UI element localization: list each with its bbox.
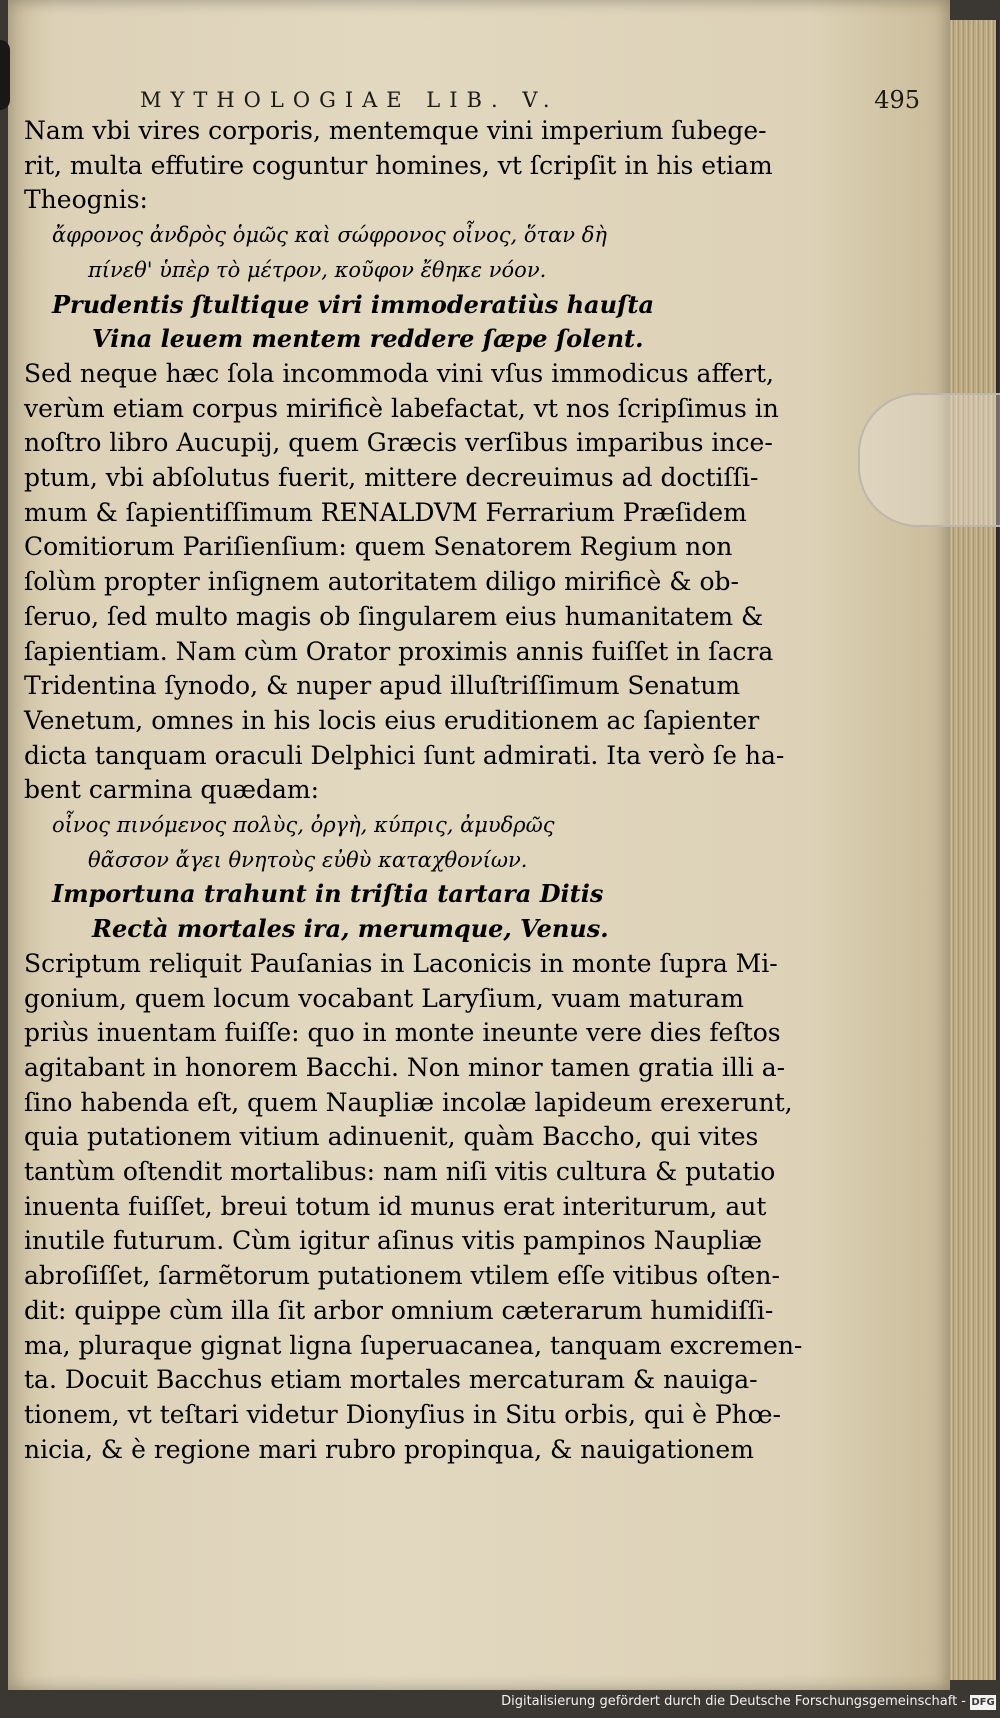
text-line: mum & ſapientiſſimum RENALDVM Ferrarium Præſidem	[24, 497, 747, 527]
dfg-logo: DFG	[971, 1697, 995, 1708]
text-line: tionem, vt teſtari videtur Dionyſius in Situ orbis, qui è Phœ-	[24, 1399, 781, 1429]
text-line: ſeruo, ſed multo magis ob ſingularem eius humanitatem &	[24, 601, 764, 631]
text-line: Prudentis ſtultique viri immoderatiùs hauſta	[52, 289, 655, 319]
text-line: inutile futurum. Cùm igitur aſinus vitis pampinos Naupliæ	[24, 1226, 763, 1256]
text-line: noſtro libro Aucupij, quem Græcis verſibus imparibus ince-	[24, 428, 773, 458]
footer-credit: Digitalisierung gefördert durch die Deutsche Forschungsgemeinschaft -	[501, 1694, 966, 1709]
running-head: MYTHOLOGIAE LIB. V.	[140, 88, 559, 112]
text-line: Venetum, omnes in his locis eius eruditionem ac ſapienter	[24, 705, 760, 735]
text-line: verùm etiam corpus mirificè labefactat, vt nos ſcripſimus in	[24, 393, 779, 423]
footer-bar	[0, 1690, 1000, 1718]
text-line: abroſiſſet, ſarmẽtorum putationem vtilem eſſe vitibus oſten-	[24, 1261, 780, 1291]
text-line: Theognis:	[24, 185, 148, 215]
text-line: gonium, quem locum vocabant Laryſium, vuam maturam	[24, 983, 744, 1013]
text-line: Importuna trahunt in triſtia tartara Ditis	[52, 879, 604, 909]
binding-shadow	[0, 40, 10, 110]
text-line: dicta tanquam oraculi Delphici ſunt admirati. Ita verò ſe ha-	[24, 740, 785, 770]
text-line: πίνεθ' ὑπὲρ τὸ μέτρον, κοῦφον ἔθηκε νόον.	[88, 257, 547, 282]
page-number: 495	[874, 86, 920, 114]
text-line: ἄφρονος ἀνδρὸς ὁμῶς καὶ σώφρονος οἶνος, ὅταν δὴ	[52, 223, 607, 248]
text-line: bent carmina quædam:	[24, 775, 320, 805]
text-line: rit, multa effutire coguntur homines, vt ſcripſit in his etiam	[24, 150, 773, 180]
text-line: Scriptum reliquit Pauſanias in Laconicis in monte ſupra Mi-	[24, 948, 778, 978]
text-line: ma, pluraque gignat ligna ſuperuacanea, tanquam excremen-	[24, 1330, 803, 1360]
text-line: dit: quippe cùm illa ſit arbor omnium cæterarum humidiſſi-	[24, 1295, 774, 1325]
page-edges	[950, 20, 999, 1680]
text-line: ptum, vbi abſolutus fuerit, mittere decreuimus ad doctiſſi-	[24, 463, 759, 492]
text-line: inuenta fuiſſet, breui totum id munus erat interiturum, aut	[24, 1191, 767, 1221]
text-line: Tridentina ſynodo, & nuper apud illuſtriſſimum Senatum	[24, 671, 741, 701]
text-line: Comitiorum Pariſienſium: quem Senatorem Regium non	[24, 532, 733, 562]
text-line: ta. Docuit Bacchus etiam mortales mercaturam & nauiga-	[24, 1365, 758, 1395]
text-line: Vina leuem mentem reddere ſæpe ſolent.	[92, 324, 644, 354]
text-line: οἶνος πινόμενος πολὺς, ὀργὴ, κύπρις, ἀμυδρῶς	[52, 813, 555, 837]
page-clip	[858, 393, 1000, 527]
text-line: ſino habenda eſt, quem Naupliæ incolæ lapideum erexerunt,	[24, 1087, 793, 1117]
text-line: θᾶσσον ἄγει θνητοὺς εὐθὺ καταχθονίων.	[88, 847, 528, 872]
text-line: nicia, & è regione mari rubro propinqua, & nauigationem	[24, 1434, 754, 1464]
text-line: Nam vbi vires corporis, mentemque vini imperium ſubege-	[24, 116, 767, 145]
text-line: ſolùm propter inſignem autoritatem diligo mirificè & ob-	[24, 567, 739, 597]
text-line: Sed neque hæc ſola incommoda vini vſus immodicus affert,	[24, 358, 774, 388]
text-line: priùs inuentam fuiſſe: quo in monte ineunte vere dies feſtos	[24, 1018, 781, 1048]
text-line: Rectà mortales ira, merumque, Venus.	[92, 914, 609, 944]
text-line: agitabant in honorem Bacchi. Non minor tamen gratia illi a-	[24, 1052, 786, 1082]
text-line: tantùm oſtendit mortalibus: nam niſi vitis cultura & putatio	[24, 1157, 776, 1186]
text-line: quia putationem vitium adinuenit, quàm Baccho, qui vites	[24, 1122, 759, 1152]
text-line: ſapientiam. Nam cùm Orator proximis annis fuiſſet in ſacra	[24, 636, 774, 666]
